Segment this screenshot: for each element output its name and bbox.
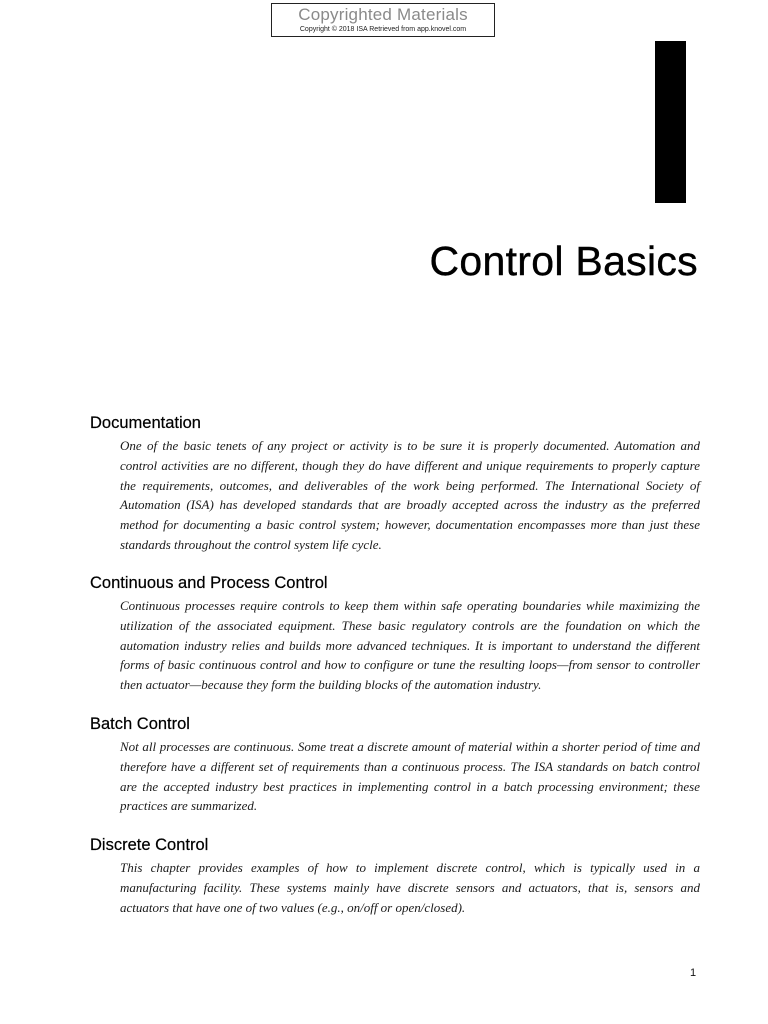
chapter-marker-bar — [655, 41, 686, 203]
section-continuous-process-control — [90, 572, 700, 695]
page-number: 1 — [690, 967, 697, 979]
copyright-watermark — [271, 3, 495, 37]
section-batch-control — [90, 713, 700, 816]
section-heading: Batch Control — [90, 715, 190, 733]
watermark-subtitle: Copyright © 2018 ISA Retrieved from app.knovel.com — [299, 26, 467, 33]
section-body: This chapter provides examples of how to implement discrete control, which is typically used in a manufacturing facility. These systems mainly have discrete sensors and actuators, that is, sensors and actuators that have one of two values (e.g., on/off or open/closed). — [120, 860, 700, 915]
section-body: Not all processes are continuous. Some treat a discrete amount of material within a shorter period of time and therefore have a different set of requirements than a continuous process. The ISA standards on batch control are the accepted industry best practices in implementing control in a batch processing environment; these practices are summarized. — [120, 739, 700, 814]
section-body: One of the basic tenets of any project or activity is to be sure it is properly documented. Automation and control activities are no different, though they do have different and unique requirements to properly capture the requirements, outcomes, and deliverables of the work being performed. The International Society of Automation (ISA) has developed standards that are broadly accepted across the industry as the preferred method for documenting a basic control system; however, documentation encompasses more than just these standards throughout the control system life cycle. — [120, 438, 700, 552]
section-heading: Discrete Control — [90, 836, 209, 854]
section-heading: Continuous and Process Control — [90, 574, 328, 592]
section-discrete-control — [90, 834, 700, 917]
chapter-title: Control Basics — [429, 238, 698, 284]
section-heading: Documentation — [90, 414, 201, 432]
section-body: Continuous processes require controls to keep them within safe operating boundaries while maximizing the utilization of the associated equipment. These basic regulatory controls are the foundation on which the automation industry relies and builds more advanced techniques. It is important to understand the different forms of basic continuous control and how to configure or tune the resulting loops—from sensor to controller then actuator—because they form the building blocks of the automation industry. — [120, 598, 700, 693]
watermark-title: Copyrighted Materials — [298, 5, 468, 24]
section-documentation — [90, 412, 700, 555]
